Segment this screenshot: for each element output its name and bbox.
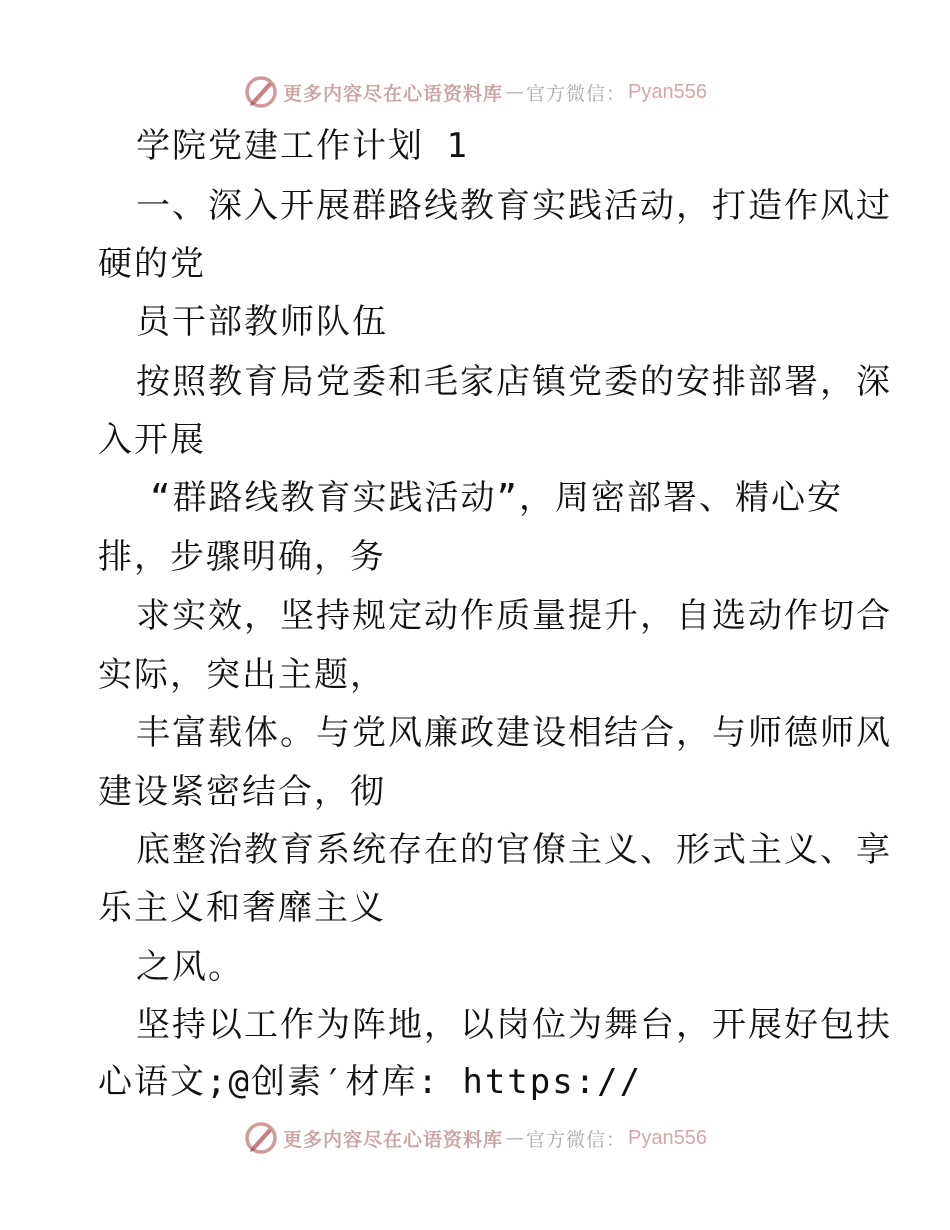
text-line: 之风。 bbox=[136, 947, 244, 987]
text-line: 入开展 bbox=[98, 420, 206, 460]
text-line: 心语文;@创素′材库: https:// bbox=[98, 1062, 643, 1102]
text-line: 乐主义和奢靡主义 bbox=[98, 888, 386, 928]
text-line: 坚持以工作为阵地，以岗位为舞台，开展好包扶 bbox=[136, 1005, 892, 1045]
banner-text: 更多内容尽在心语资料库 bbox=[283, 82, 504, 105]
footer-banner bbox=[0, 1118, 950, 1158]
banner-wechat-id: Pyan556 bbox=[628, 80, 707, 103]
text-line: 排，步骤明确，务 bbox=[98, 537, 386, 577]
text-line: 一、深入开展群路线教育实践活动，打造作风过 bbox=[136, 186, 892, 226]
text-line: 实际，突出主题， bbox=[98, 655, 386, 695]
text-line: 底整治教育系统存在的官僚主义、形式主义、享 bbox=[136, 830, 892, 870]
text-line: “群路线教育实践活动”，周密部署、精心安 bbox=[150, 478, 843, 518]
document-title: 学院党建工作计划 1 bbox=[136, 126, 469, 166]
text-line: 建设紧密结合，彻 bbox=[98, 772, 386, 812]
pen-logo-icon bbox=[243, 74, 279, 110]
text-line: 硬的党 bbox=[98, 244, 206, 284]
text-line: 丰富载体。与党风廉政建设相结合，与师德师风 bbox=[136, 713, 892, 753]
banner-separator: — bbox=[505, 1127, 525, 1149]
banner-separator: — bbox=[505, 81, 525, 103]
banner-wechat-id: Pyan556 bbox=[628, 1126, 707, 1149]
banner-wechat-label: 官方微信： bbox=[526, 1128, 627, 1151]
text-line: 员干部教师队伍 bbox=[136, 302, 388, 342]
banner-wechat-label: 官方微信： bbox=[526, 82, 627, 105]
text-line: 求实效，坚持规定动作质量提升，自选动作切合 bbox=[136, 596, 892, 636]
banner-text: 更多内容尽在心语资料库 bbox=[283, 1128, 504, 1151]
pen-logo-icon bbox=[243, 1120, 279, 1156]
text-line: 按照教育局党委和毛家店镇党委的安排部署，深 bbox=[136, 362, 892, 402]
header-banner bbox=[0, 72, 950, 112]
